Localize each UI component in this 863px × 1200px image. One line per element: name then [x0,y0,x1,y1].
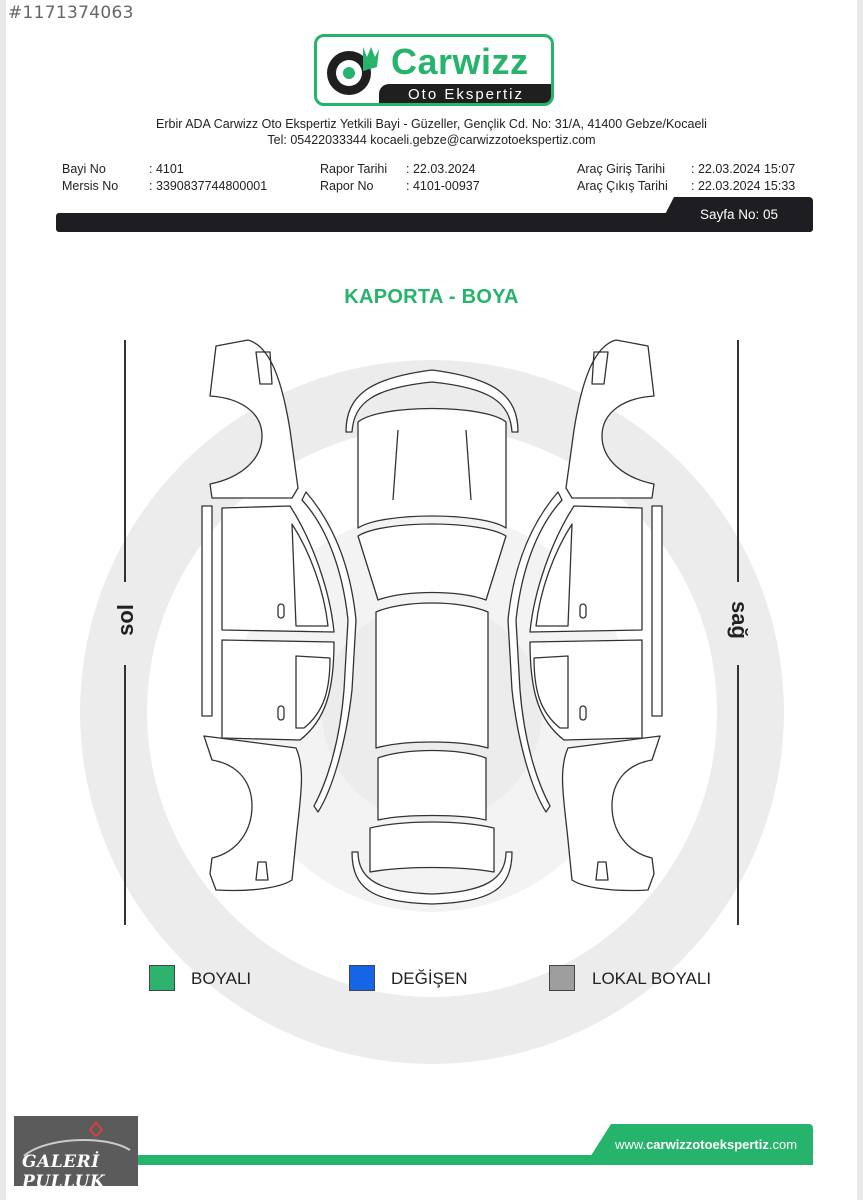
footer-website-link[interactable] [615,1137,797,1152]
cikis-label: Araç Çıkış Tarihi [577,179,668,193]
hood[interactable] [358,409,506,529]
rapor-tarihi-label: Rapor Tarihi [320,162,388,176]
bayi-no-value: : 4101 [149,162,184,176]
section-title: KAPORTA - BOYA [344,286,519,308]
right-side-line-top [737,340,739,582]
right-side-label: sağ [726,601,752,639]
left-side-label: sol [112,604,138,636]
rapor-no-value: : 4101-00937 [406,179,480,193]
footer-url-suffix: .com [768,1137,798,1152]
legend-lokal-boyali-swatch [549,965,575,991]
roof[interactable] [376,603,488,748]
legend-degisen-label: DEĞİŞEN [391,969,468,988]
cikis-value: : 22.03.2024 15:33 [691,179,796,193]
windshield [358,524,506,600]
trunk[interactable] [370,822,494,872]
dealer-logo-text: GALERİ PULLUK [22,1152,106,1186]
legend-boyali-swatch [149,965,175,991]
listing-id: #1171374063 [8,3,134,23]
legend-boyali-label: BOYALI [191,969,252,988]
legend-degisen-swatch [349,965,375,991]
right-side-sill[interactable] [652,506,662,716]
logo-brand: Carwizz [391,41,529,82]
mersis-value: : 3390837744800001 [149,179,268,193]
footer-url-prefix: www. [615,1137,647,1152]
contact-line: Tel: 05422033344 kocaeli.gebze@carwizzotoekspertiz.com [267,133,596,147]
rapor-no-label: Rapor No [320,179,374,193]
right-side-line-bottom [737,665,739,925]
address-line: Erbir ADA Carwizz Oto Ekspertiz Yetkili Bayi - Güzeller, Gençlik Cd. No: 31/A, 41400 Gebze/Kocaeli [156,117,707,131]
dealer-logo [14,1116,138,1186]
left-side-line-top [124,340,126,582]
rear-window [378,751,486,821]
bayi-no-label: Bayi No [62,162,106,176]
mersis-label: Mersis No [62,179,119,193]
footer-url-brand: carwizzotoekspertiz [646,1137,769,1152]
left-side-line-bottom [124,665,126,925]
giris-label: Araç Giriş Tarihi [577,162,665,176]
rapor-tarihi-value: : 22.03.2024 [406,162,476,176]
legend-lokal-boyali-label: LOKAL BOYALI [592,969,712,988]
left-side-sill[interactable] [202,506,212,716]
giris-value: : 22.03.2024 15:07 [691,162,796,176]
logo-subtitle: Oto Ekspertiz [379,84,553,106]
page-number: Sayfa No: 05 [700,207,779,222]
